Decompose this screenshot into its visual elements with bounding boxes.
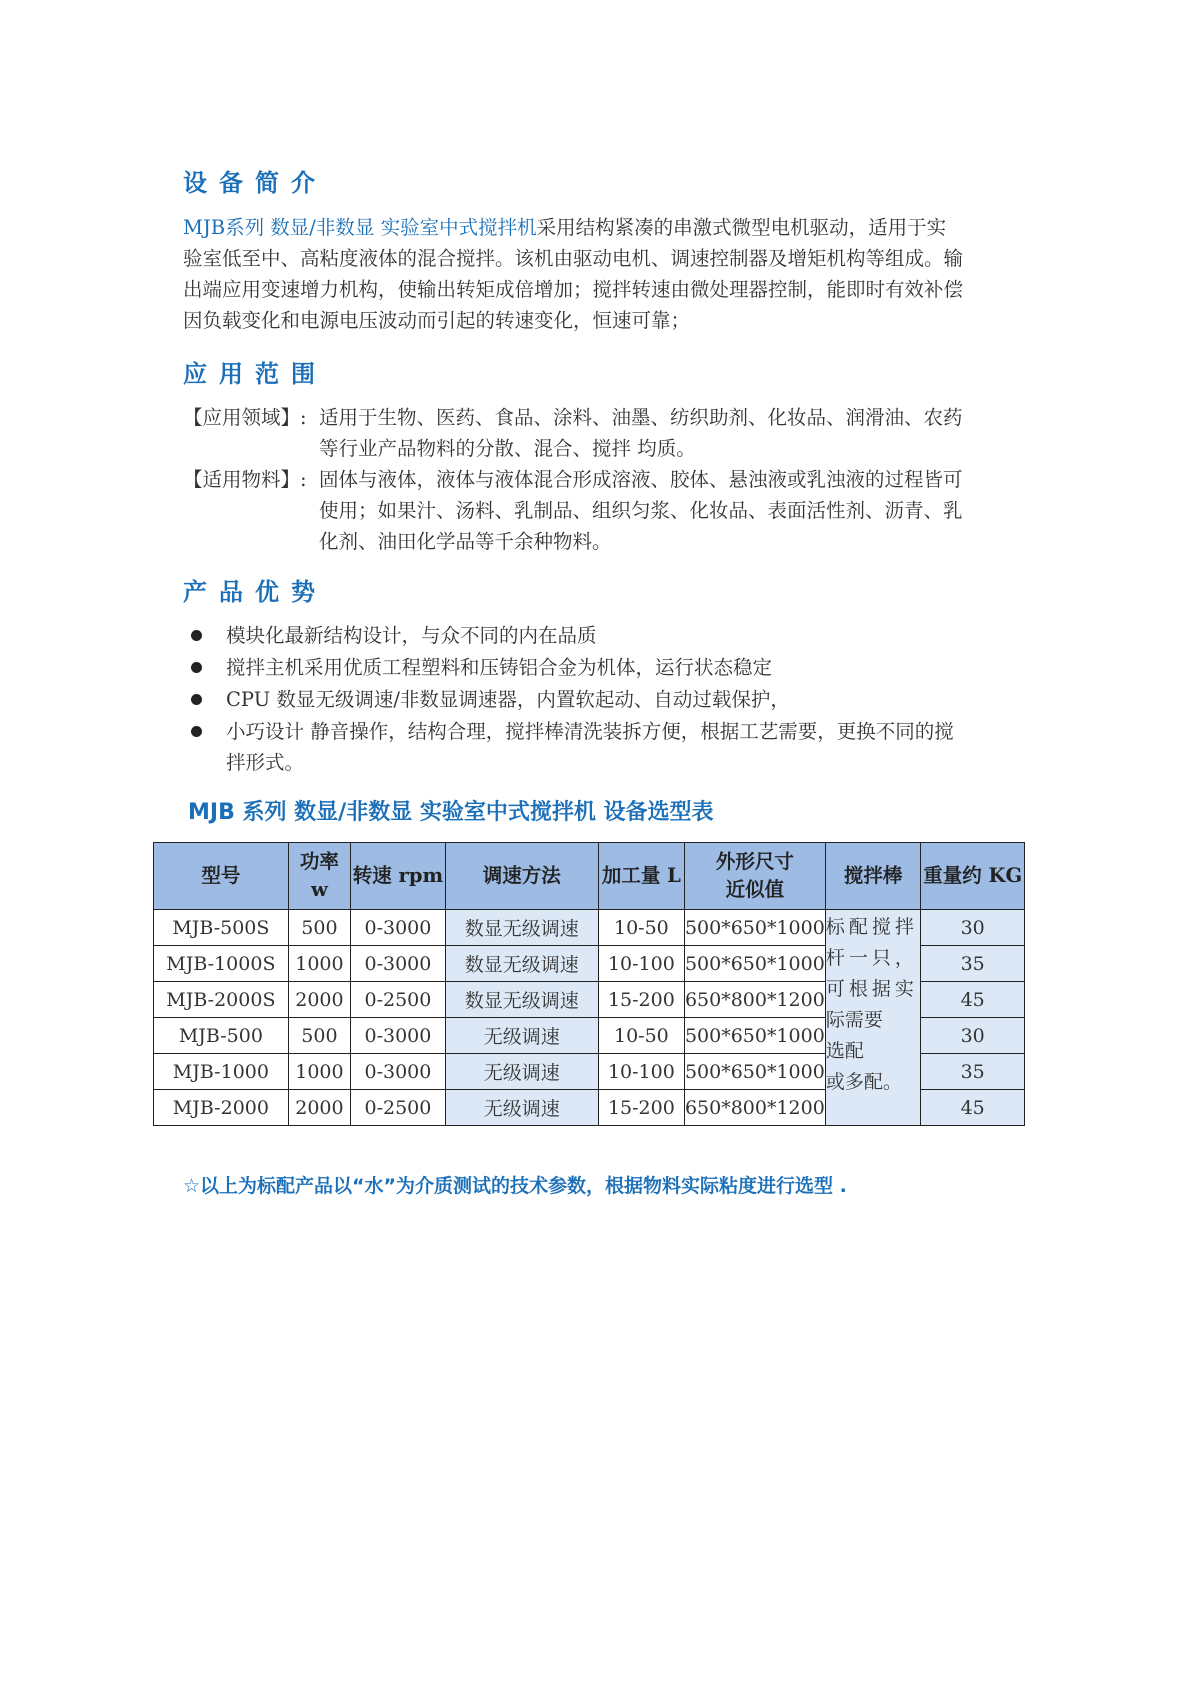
cell-model: MJB-500S: [154, 910, 289, 946]
list-item: [183, 652, 1025, 683]
scope-line: 化剂、油田化学品等千余种物料。: [319, 530, 612, 553]
stir-note-line: 标配搅拌: [825, 916, 918, 938]
header-dimensions: [684, 843, 825, 910]
advantage-text: 搅拌主机采用优质工程塑料和压铸铝合金为机体，运行状态稳定: [226, 656, 773, 679]
stir-note-line: 际需要: [825, 1009, 883, 1031]
header-dimensions-line: 外形尺寸: [715, 850, 794, 873]
cell-dimensions: 650*800*1200: [684, 982, 825, 1018]
cell-power: 500: [288, 1018, 350, 1054]
cell-power: 2000: [288, 1090, 350, 1126]
cell-weight: 30: [921, 910, 1025, 946]
stir-note-line: 或多配。: [825, 1071, 902, 1093]
scope-label: 【适用物料】:: [183, 468, 307, 491]
bullet-icon: [191, 630, 202, 641]
cell-volume: 15-200: [598, 982, 684, 1018]
cell-method: 数显无级调速: [445, 982, 598, 1018]
cell-weight: 35: [921, 1054, 1025, 1090]
section-heading-scope: 应用范围: [183, 360, 327, 388]
scope-line: 固体与液体，液体与液体混合形成溶液、胶体、悬浊液或乳浊液的过程皆可: [319, 468, 963, 491]
cell-stir-note: [825, 910, 921, 1126]
cell-volume: 10-50: [598, 1018, 684, 1054]
scope-line: 适用于生物、医药、食品、涂料、油墨、纺织助剂、化妆品、润滑油、农药: [319, 406, 963, 429]
intro-paragraph: [183, 212, 1025, 336]
cell-model: MJB-500: [154, 1018, 289, 1054]
stir-note-line: 杆一只，: [825, 947, 918, 969]
table-header-row: [154, 843, 1025, 910]
advantage-text: CPU 数显无级调速/非数显调速器，内置软起动、自动过载保护，: [226, 688, 790, 711]
cell-weight: 30: [921, 1018, 1025, 1054]
intro-line: [183, 212, 1025, 243]
cell-power: 2000: [288, 982, 350, 1018]
header-weight: 重量约 KG: [921, 843, 1025, 910]
scope-text: [319, 464, 1025, 557]
cell-dimensions: 500*650*1000: [684, 946, 825, 982]
cell-power: 1000: [288, 946, 350, 982]
intro-line: 出端应用变速增力机构，使输出转矩成倍增加；搅拌转速由微处理器控制，能即时有效补偿: [183, 278, 964, 301]
cell-model: MJB-2000: [154, 1090, 289, 1126]
cell-method: 无级调速: [445, 1054, 598, 1090]
header-method: 调速方法: [445, 843, 598, 910]
intro-text: 采用结构紧凑的串激式微型电机驱动，适用于实: [536, 216, 947, 239]
footnote: ☆以上为标配产品以“水”为介质测试的技术参数，根据物料实际粘度进行选型 .: [183, 1175, 847, 1197]
cell-speed: 0-2500: [351, 982, 446, 1018]
intro-line: 验室低至中、高粘度液体的混合搅拌。该机由驱动电机、调速控制器及增矩机构等组成。输: [183, 247, 964, 270]
cell-weight: 45: [921, 1090, 1025, 1126]
table-row: [154, 910, 1025, 946]
cell-speed: 0-3000: [351, 910, 446, 946]
header-volume: 加工量 L: [598, 843, 684, 910]
cell-method: 无级调速: [445, 1018, 598, 1054]
bullet-icon: [191, 726, 202, 737]
cell-speed: 0-3000: [351, 1054, 446, 1090]
header-stir-rod: 搅拌棒: [825, 843, 921, 910]
cell-volume: 15-200: [598, 1090, 684, 1126]
scope-line: 等行业产品物料的分散、混合、搅拌 均质。: [319, 437, 696, 460]
header-model: 型号: [154, 843, 289, 910]
bullet-icon: [191, 662, 202, 673]
cell-power: 500: [288, 910, 350, 946]
advantages-list: [183, 620, 1025, 779]
cell-method: 数显无级调速: [445, 910, 598, 946]
selection-table: [153, 842, 1025, 1126]
cell-speed: 0-2500: [351, 1090, 446, 1126]
cell-dimensions: 650*800*1200: [684, 1090, 825, 1126]
advantage-text: 拌形式。: [226, 751, 305, 774]
scope-line: 使用；如果汁、汤料、乳制品、组织匀浆、化妆品、表面活性剂、沥青、乳: [319, 499, 963, 522]
cell-model: MJB-1000S: [154, 946, 289, 982]
header-speed: 转速 rpm: [351, 843, 446, 910]
cell-speed: 0-3000: [351, 1018, 446, 1054]
product-series-name: MJB系列 数显/非数显 实验室中式搅拌机: [183, 216, 537, 239]
bullet-icon: [191, 694, 202, 705]
cell-volume: 10-100: [598, 946, 684, 982]
cell-volume: 10-50: [598, 910, 684, 946]
cell-method: 无级调速: [445, 1090, 598, 1126]
cell-dimensions: 500*650*1000: [684, 1054, 825, 1090]
cell-power: 1000: [288, 1054, 350, 1090]
list-item: [183, 620, 1025, 651]
cell-method: 数显无级调速: [445, 946, 598, 982]
advantage-text: 模块化最新结构设计，与众不同的内在品质: [226, 624, 597, 647]
section-heading-intro: 设备简介: [183, 169, 327, 197]
section-heading-advantages: 产品优势: [183, 578, 327, 606]
cell-weight: 35: [921, 946, 1025, 982]
scope-label: 【应用领域】:: [183, 406, 307, 429]
list-item: [183, 716, 1025, 778]
intro-line: 因负载变化和电源电压波动而引起的转速变化，恒速可靠；: [183, 309, 691, 332]
advantage-text: 小巧设计 静音操作，结构合理，搅拌棒清洗装拆方便，根据工艺需要，更换不同的搅: [226, 720, 954, 743]
cell-weight: 45: [921, 982, 1025, 1018]
cell-volume: 10-100: [598, 1054, 684, 1090]
stir-note-line: 可根据实: [825, 978, 918, 1000]
cell-model: MJB-1000: [154, 1054, 289, 1090]
stir-note-line: 选配: [825, 1040, 864, 1062]
cell-dimensions: 500*650*1000: [684, 1018, 825, 1054]
header-power: 功率 w: [288, 843, 350, 910]
header-dimensions-line: 近似值: [725, 878, 785, 901]
table-title: MJB 系列 数显/非数显 实验室中式搅拌机 设备选型表: [188, 800, 714, 825]
cell-dimensions: 500*650*1000: [684, 910, 825, 946]
cell-model: MJB-2000S: [154, 982, 289, 1018]
scope-text: [319, 402, 1025, 464]
cell-speed: 0-3000: [351, 946, 446, 982]
list-item: [183, 684, 1025, 715]
